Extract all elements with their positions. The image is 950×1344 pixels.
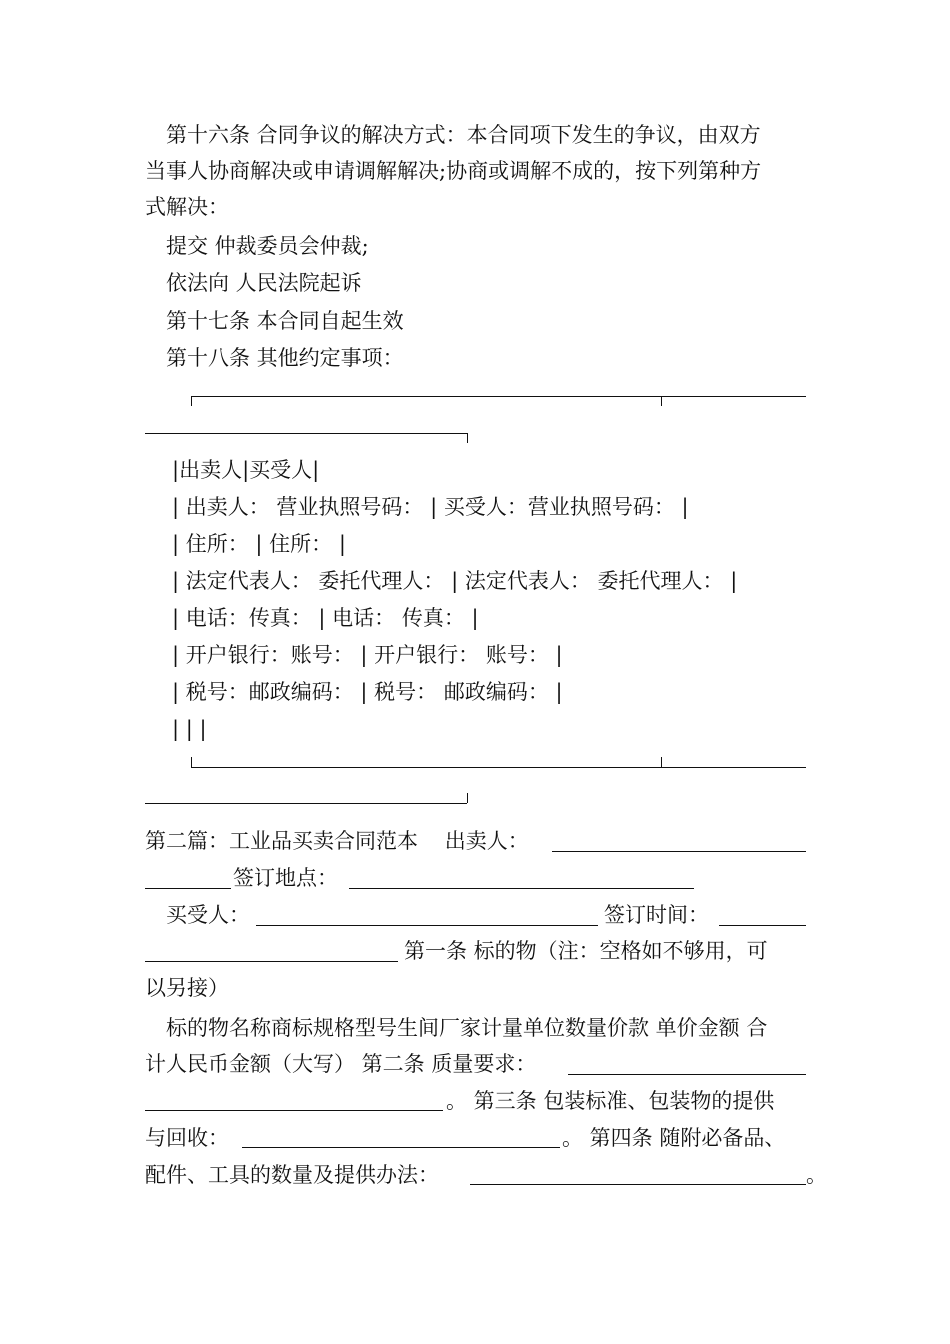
article-1-line: 第一条 标的物（注：空格如不够用，可 [404,939,768,963]
table-top-border-wrap [145,433,467,434]
quality-blank [568,1074,806,1075]
table-bottom-left-corner [191,757,192,767]
signing-place-label: 签订地点： [233,866,338,890]
signing-time-blank [719,925,806,926]
article-18: 第十八条 其他约定事项： [166,346,404,370]
article-1-note-end: 以另接） [145,976,229,1000]
article-17: 第十七条 本合同自起生效 [166,309,404,333]
table-row-license: | 出卖人： 营业执照号码： | 买受人：营业执照号码： | [172,495,689,519]
section2-line-1 [145,826,529,856]
buyer-blank [256,925,598,926]
table-top-right-corner [467,433,468,443]
table-row-phone: | 电话：传真： | 电话： 传真： | [172,606,479,630]
court-option: 依法向 人民法院起诉 [166,271,362,295]
item-columns-line: 标的物名称商标规格型号生间厂家计量单位数量价款 单价金额 合 [166,1016,768,1040]
arbitration-option: 提交 仲裁委员会仲裁; [166,234,369,258]
accessories-period: 。 [806,1163,827,1187]
article-16-line-1: 第十六条 合同争议的解决方式：本合同项下发生的争议，由双方 [166,123,761,147]
table-row-empty: | | | [172,717,207,741]
seller-label: 出卖人： [444,829,529,853]
signing-time-label: 签订时间： [604,903,709,927]
seller-blank-wrap [145,888,231,889]
table-row-tax: | 税号：邮政编码： | 税号： 邮政编码： | [172,680,563,704]
accessories-blank [470,1184,806,1185]
buyer-label: 买受人： [166,903,250,927]
table-bottom-right-corner [467,793,468,803]
signing-time-blank-wrap [145,961,398,962]
table-bottom-mid-tick [661,757,662,767]
signing-place-blank [349,888,694,889]
accessories-label: 配件、工具的数量及提供办法： [145,1163,439,1187]
article-16-line-3: 式解决： [145,195,229,219]
table-top-left-corner [191,396,192,406]
section2-title: 第二篇：工业品买卖合同范本 [145,829,418,853]
total-amount-line: 计人民币金额（大写） 第二条 质量要求： [145,1052,537,1076]
table-row-representative: | 法定代表人： 委托代理人： | 法定代表人： 委托代理人： | [172,569,738,593]
table-row-address: | 住所： | 住所： | [172,532,346,556]
table-row-bank: | 开户银行：账号： | 开户银行： 账号： | [172,643,563,667]
packaging-return-label: 与回收： [145,1126,229,1150]
table-top-mid-tick [661,396,662,406]
table-bottom-border-wrap [145,803,467,804]
seller-blank [552,851,806,852]
article-4-line: 。 第四条 随附必备品、 [562,1126,786,1150]
table-bottom-border [191,767,806,768]
article-16-line-2: 当事人协商解决或申请调解解决;协商或调解不成的，按下列第种方 [145,159,762,183]
table-top-border [191,396,806,397]
article-3-line: 。 第三条 包装标准、包装物的提供 [446,1089,775,1113]
quality-blank-wrap [145,1110,443,1111]
table-row-header: |出卖人|买受人| [172,458,320,482]
packaging-blank [242,1147,560,1148]
